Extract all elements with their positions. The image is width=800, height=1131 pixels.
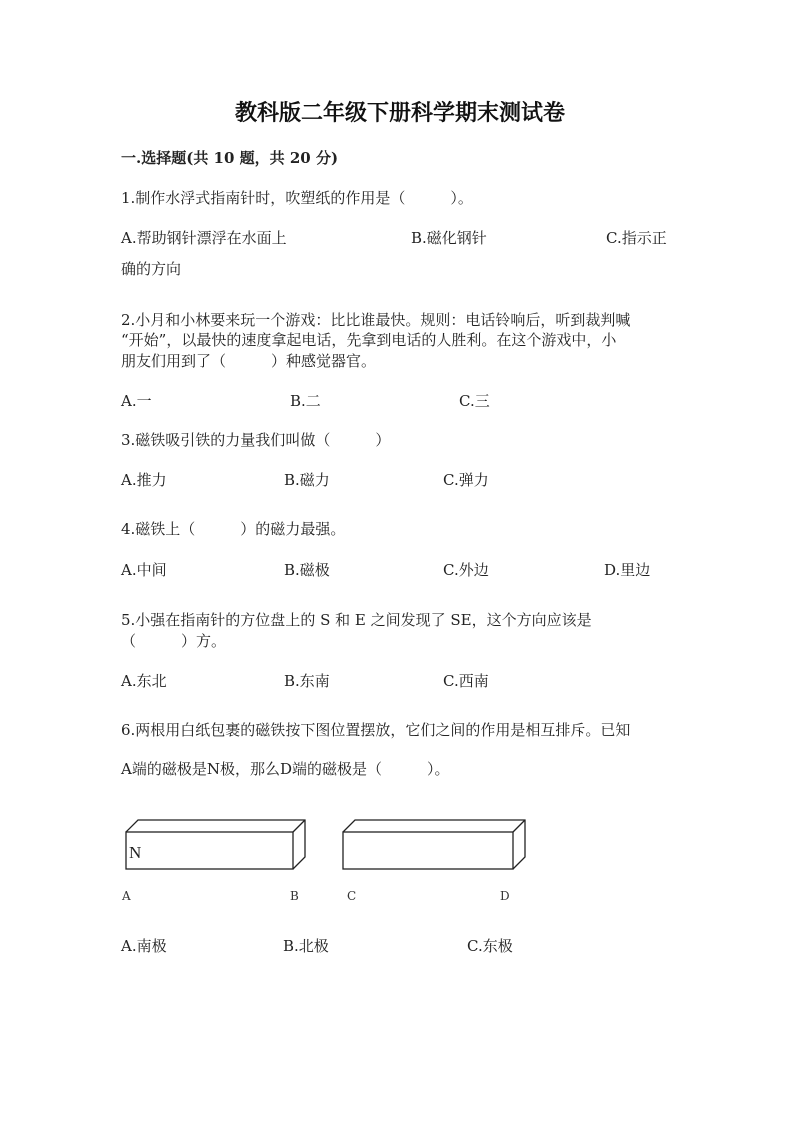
- question-stem-line: （ ）方。: [121, 632, 227, 650]
- option-a[interactable]: A.推力: [121, 471, 167, 489]
- option-a[interactable]: A.东北: [121, 672, 167, 690]
- option-c[interactable]: C.指示正: [606, 229, 667, 247]
- option-d[interactable]: D.里边: [604, 561, 651, 579]
- option-c-wrap: 确的方向: [121, 260, 182, 278]
- question-stem-line: A端的磁极是N极，那么D端的磁极是（ ）。: [121, 760, 450, 778]
- question-stem-line: 5.小强在指南针的方位盘上的 S 和 E 之间发现了 SE，这个方向应该是: [121, 611, 592, 629]
- option-c[interactable]: C.西南: [443, 672, 489, 690]
- option-c[interactable]: C.外边: [443, 561, 489, 579]
- option-b[interactable]: B.东南: [284, 672, 330, 690]
- n-pole-mark: N: [129, 843, 142, 862]
- end-label-c: C: [347, 889, 357, 903]
- end-label-d: D: [500, 889, 510, 903]
- question-stem: 3.磁铁吸引铁的力量我们叫做（ ）: [121, 431, 391, 449]
- option-a[interactable]: A.中间: [121, 561, 167, 579]
- question-stem-line: 朋友们用到了（ ）种感觉器官。: [121, 352, 377, 370]
- question-stem: 4.磁铁上（ ）的磁力最强。: [121, 520, 346, 538]
- option-a[interactable]: A.一: [121, 392, 152, 410]
- page-title: 教科版二年级下册科学期末测试卷: [234, 100, 565, 126]
- option-b[interactable]: B.北极: [283, 937, 329, 955]
- option-c[interactable]: C.东极: [467, 937, 513, 955]
- option-c[interactable]: C.弹力: [443, 471, 489, 489]
- option-a[interactable]: A.帮助钢针漂浮在水面上: [121, 229, 287, 247]
- question-stem-line: 6.两根用白纸包裹的磁铁按下图位置摆放，它们之间的作用是相互排斥。已知: [121, 721, 631, 739]
- option-b[interactable]: B.磁化钢针: [411, 229, 487, 247]
- question-stem-line: 2.小月和小林要来玩一个游戏：比比谁最快。规则：电话铃响后，听到裁判喊: [121, 311, 631, 329]
- section-heading: 一.选择题(共 10 题，共 20 分): [121, 149, 339, 167]
- magnet-right: [343, 820, 525, 869]
- magnet-left: [126, 820, 305, 869]
- option-c[interactable]: C.三: [459, 392, 490, 410]
- option-b[interactable]: B.二: [290, 392, 321, 410]
- option-a[interactable]: A.南极: [121, 937, 167, 955]
- question-stem-line: “开始”，以最快的速度拿起电话，先拿到电话的人胜利。在这个游戏中，小: [121, 331, 617, 349]
- end-label-a: A: [122, 889, 131, 903]
- option-b[interactable]: B.磁极: [284, 561, 330, 579]
- question-stem: 1.制作水浮式指南针时，吹塑纸的作用是（ ）。: [121, 189, 473, 207]
- option-b[interactable]: B.磁力: [284, 471, 330, 489]
- end-label-b: B: [290, 889, 299, 903]
